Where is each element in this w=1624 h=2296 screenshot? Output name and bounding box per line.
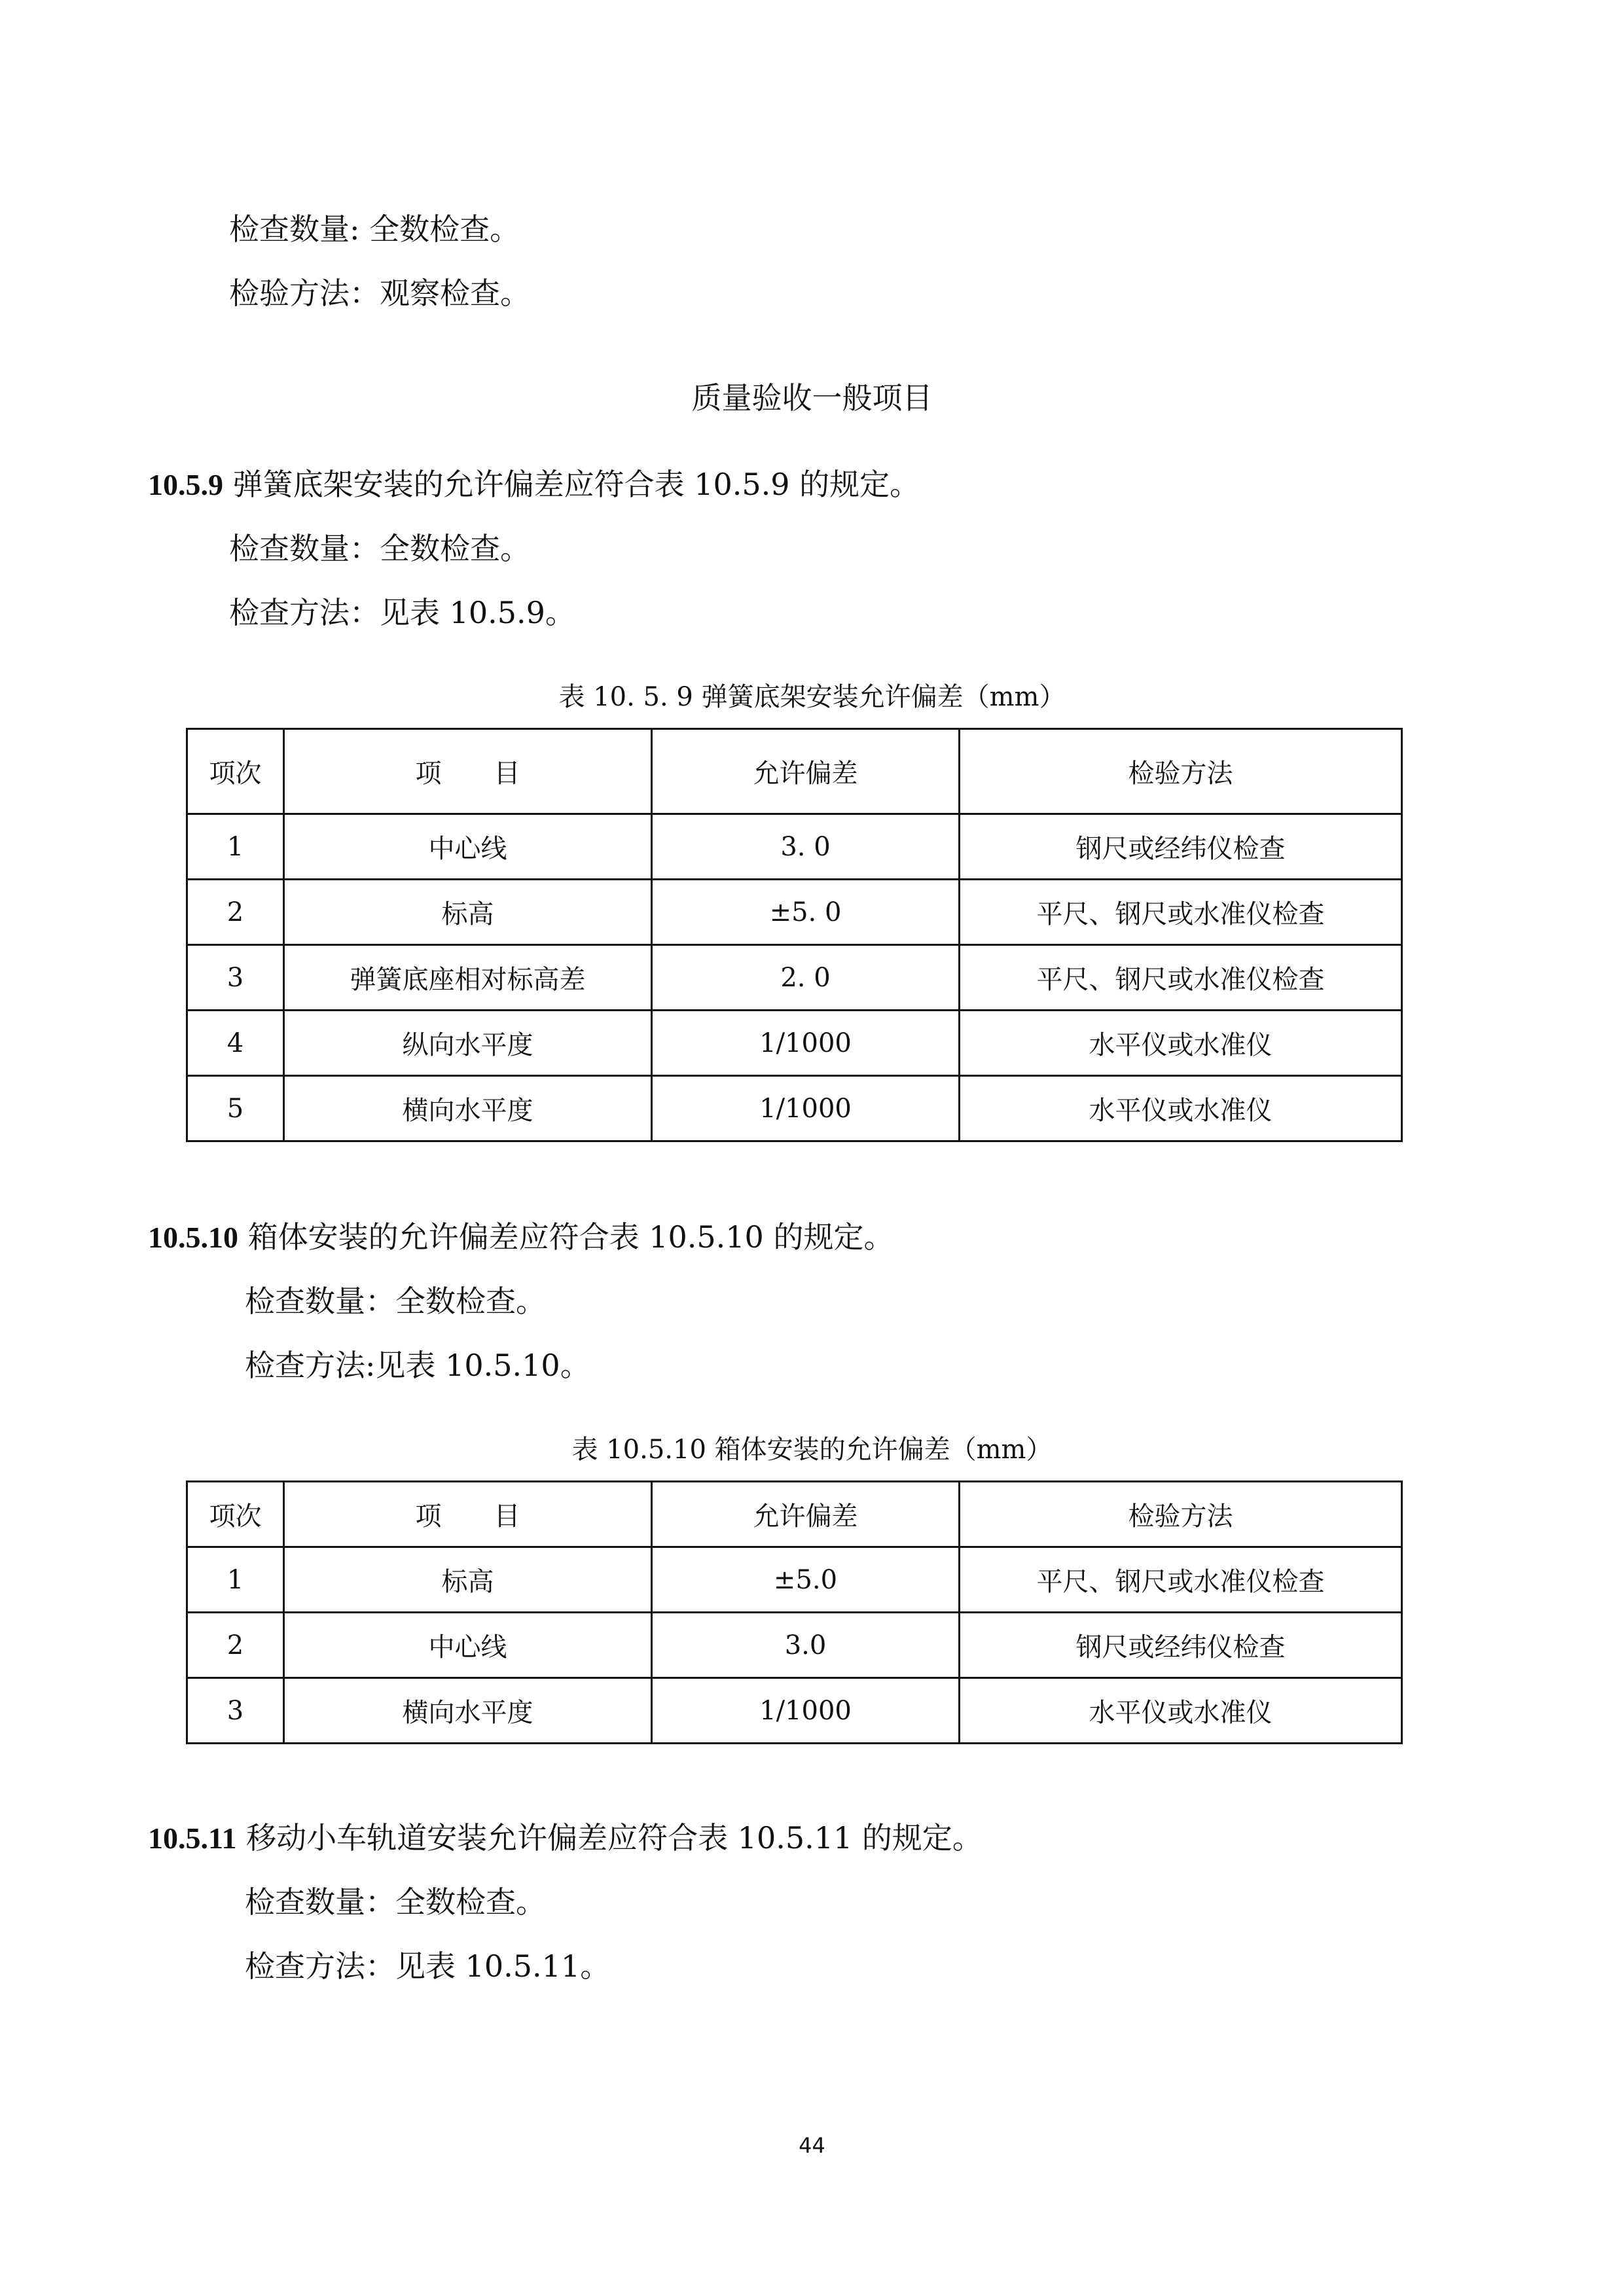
inspection-quantity: 检查数量：全数检查。 — [245, 1283, 546, 1319]
table-cell: 1/1000 — [652, 1011, 960, 1076]
table-cell: 2. 0 — [652, 945, 960, 1011]
table-cell: 1/1000 — [652, 1678, 960, 1744]
section-heading: 质量验收一般项目 — [691, 380, 933, 416]
header-cell: 检验方法 — [960, 729, 1402, 814]
table-cell: 标高 — [284, 1547, 652, 1613]
table-header-row — [187, 729, 1402, 814]
table-cell: 纵向水平度 — [284, 1011, 652, 1076]
inspection-method: 检查方法：见表 10.5.9。 — [229, 595, 575, 630]
table-cell: 1 — [187, 814, 284, 880]
table-row — [187, 1613, 1402, 1678]
clause-number: 10.5.9 — [148, 468, 223, 501]
table-cell: 标高 — [284, 880, 652, 945]
table-cell: ±5. 0 — [652, 880, 960, 945]
inspection-quantity: 检查数量：全数检查。 — [245, 1884, 546, 1920]
inspection-method: 检查方法：见表 10.5.11。 — [245, 1948, 611, 1984]
table-cell: 1 — [187, 1547, 284, 1613]
clause-text: 箱体安装的允许偏差应符合表 10.5.10 的规定。 — [238, 1219, 894, 1255]
header-cell: 允许偏差 — [652, 729, 960, 814]
table-cell: 1/1000 — [652, 1076, 960, 1141]
table-row — [187, 880, 1402, 945]
table-cell: 中心线 — [284, 1613, 652, 1678]
table-cell: 3.0 — [652, 1613, 960, 1678]
table-row — [187, 1011, 1402, 1076]
table-cell: 平尺、钢尺或水准仪检查 — [960, 1547, 1402, 1613]
header-cell: 项次 — [187, 1482, 284, 1547]
inspection-quantity: 检查数量: 全数检查。 — [229, 211, 520, 247]
table-cell: 钢尺或经纬仪检查 — [960, 814, 1402, 880]
inspection-method: 检查方法:见表 10.5.10。 — [245, 1348, 590, 1383]
clause-10-5-9 — [148, 465, 920, 505]
header-cell: 允许偏差 — [652, 1482, 960, 1547]
table-row — [187, 945, 1402, 1011]
header-cell: 项 目 — [284, 729, 652, 814]
table-cell: 弹簧底座相对标高差 — [284, 945, 652, 1011]
table-row — [187, 814, 1402, 880]
clause-text: 弹簧底架安装的允许偏差应符合表 10.5.9 的规定。 — [223, 467, 920, 502]
table-cell: 水平仪或水准仪 — [960, 1076, 1402, 1141]
table-cell: 钢尺或经纬仪检查 — [960, 1613, 1402, 1678]
table-cell: 中心线 — [284, 814, 652, 880]
table-caption: 表 10.5.10 箱体安装的允许偏差（mm） — [571, 1435, 1053, 1465]
table-cell: 横向水平度 — [284, 1678, 652, 1744]
table-row — [187, 1076, 1402, 1141]
inspection-method: 检验方法：观察检查。 — [229, 276, 530, 311]
table-cell: 平尺、钢尺或水准仪检查 — [960, 880, 1402, 945]
table-cell: 4 — [187, 1011, 284, 1076]
table-cell: 5 — [187, 1076, 284, 1141]
table-cell: 水平仪或水准仪 — [960, 1678, 1402, 1744]
header-cell: 检验方法 — [960, 1482, 1402, 1547]
clause-10-5-10 — [148, 1217, 893, 1257]
header-cell: 项次 — [187, 729, 284, 814]
table-cell: ±5.0 — [652, 1547, 960, 1613]
table-row — [187, 1547, 1402, 1613]
table-cell: 3. 0 — [652, 814, 960, 880]
tolerance-table-10-5-10 — [186, 1480, 1403, 1744]
clause-number: 10.5.11 — [148, 1821, 237, 1855]
table-row — [187, 1678, 1402, 1744]
clause-10-5-11 — [148, 1818, 983, 1858]
table-cell: 2 — [187, 1613, 284, 1678]
clause-number: 10.5.10 — [148, 1221, 238, 1254]
tolerance-table-10-5-9 — [186, 728, 1403, 1142]
inspection-quantity: 检查数量：全数检查。 — [229, 531, 530, 566]
table-cell: 平尺、钢尺或水准仪检查 — [960, 945, 1402, 1011]
table-header-row — [187, 1482, 1402, 1547]
clause-text: 移动小车轨道安装允许偏差应符合表 10.5.11 的规定。 — [236, 1820, 983, 1856]
table-cell: 横向水平度 — [284, 1076, 652, 1141]
header-cell: 项 目 — [284, 1482, 652, 1547]
table-cell: 3 — [187, 945, 284, 1011]
table-cell: 水平仪或水准仪 — [960, 1011, 1402, 1076]
table-cell: 2 — [187, 880, 284, 945]
table-cell: 3 — [187, 1678, 284, 1744]
table-caption: 表 10. 5. 9 弹簧底架安装允许偏差（mm） — [558, 682, 1066, 712]
page-number: 44 — [799, 2133, 825, 2158]
